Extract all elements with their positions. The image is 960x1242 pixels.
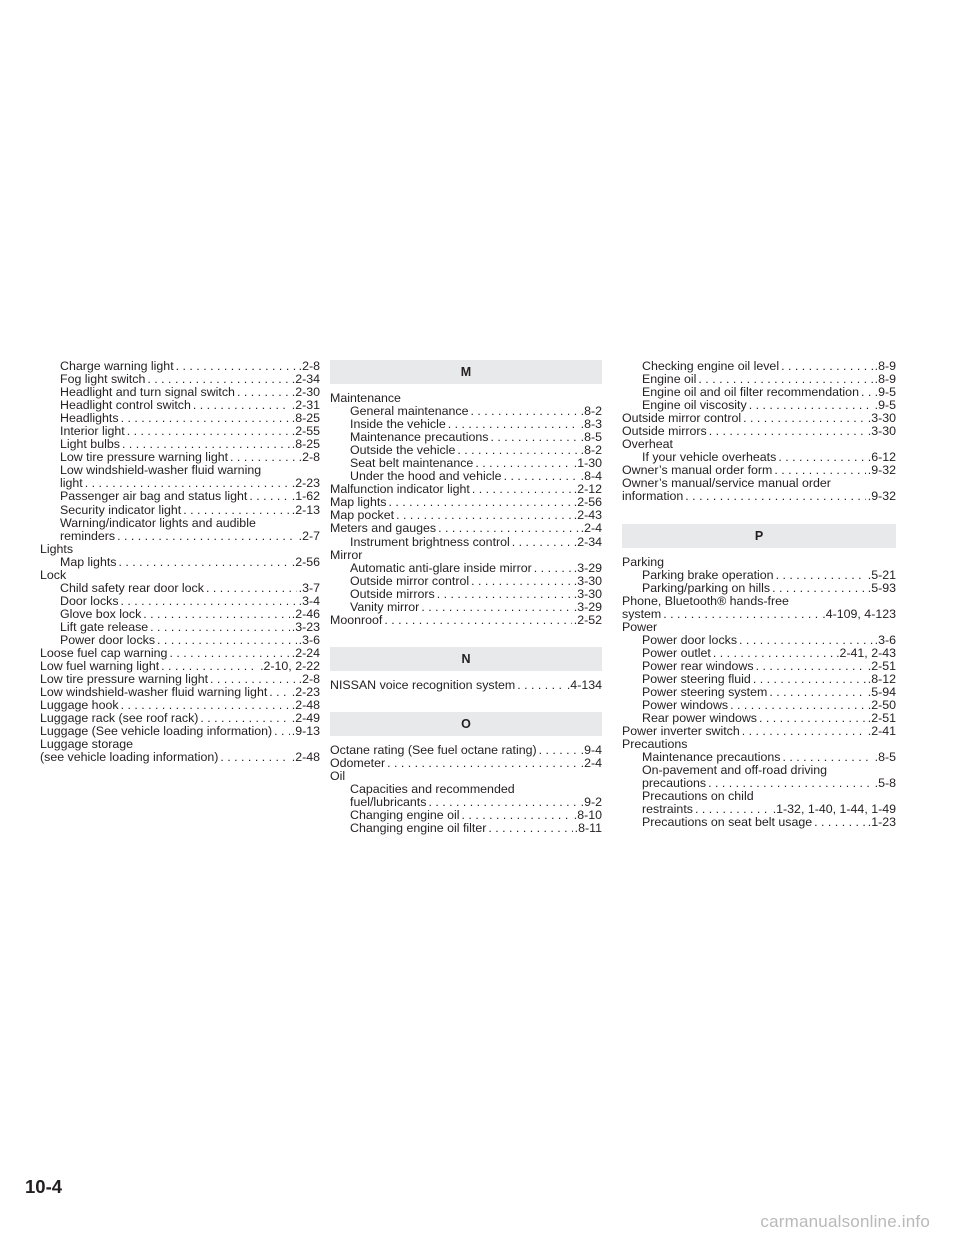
entry-text: Parking brake operation (642, 567, 774, 582)
dot-leader (121, 412, 290, 425)
entry-text: Outside mirror control (622, 411, 742, 426)
entry-page-ref: .2-56 (291, 554, 320, 569)
index-entry (40, 556, 320, 569)
entry-text: Headlight and turn signal switch (60, 385, 235, 400)
entry-text: If your vehicle overheats (642, 450, 777, 465)
index-entry (622, 634, 896, 647)
entry-page-ref: .2-41 (867, 724, 896, 739)
entry-page-ref: .2-23 (291, 685, 320, 700)
entry-page-ref: .8-25 (291, 411, 320, 426)
entry-page-ref: .8-10 (573, 808, 602, 823)
entry-page-ref: .3-30 (573, 573, 602, 588)
entry-text: Automatic anti-glare inside mirror (350, 560, 532, 575)
entry-text: Phone, Bluetooth® hands-free (622, 593, 789, 608)
entry-text: Outside mirror control (350, 573, 470, 588)
page-number: 10-4 (25, 1176, 63, 1197)
entry-text: Power steering fluid (642, 671, 751, 686)
dot-leader (176, 360, 297, 373)
entry-page-ref: .9-4 (580, 742, 602, 757)
index-entry (622, 647, 896, 660)
entry-text: Low tire pressure warning light (60, 450, 229, 465)
entry-page-ref: .4-109, 4-123 (822, 606, 896, 621)
dot-leader (127, 425, 290, 438)
dot-leader (388, 496, 571, 509)
dot-leader (743, 412, 866, 425)
entry-page-ref: .2-34 (291, 372, 320, 387)
entry-text: Inside the vehicle (350, 417, 446, 432)
entry-text: Lock (40, 567, 67, 582)
entry-page-ref: .5-93 (867, 580, 896, 595)
entry-text: Outside mirrors (350, 586, 435, 601)
section-o-continued-entries (622, 360, 896, 504)
entry-page-ref: .2-52 (573, 612, 602, 627)
index-entry (622, 816, 896, 829)
entry-text: system (622, 606, 662, 621)
dot-leader (249, 490, 289, 503)
entry-text: Luggage storage (40, 737, 134, 752)
entry-page-ref: .9-5 (874, 385, 896, 400)
entry-text: Low fuel warning light (40, 659, 160, 674)
entry-text: Power door locks (642, 632, 738, 647)
index-entry (40, 517, 320, 530)
dot-leader (753, 673, 866, 686)
entry-page-ref: .2-10, 2-22 (260, 659, 320, 674)
entry-page-ref: .2-13 (291, 502, 320, 517)
dot-leader (118, 556, 289, 569)
index-entry (330, 601, 602, 614)
entry-text: Overheat (622, 437, 673, 452)
entry-page-ref: .3-23 (291, 619, 320, 634)
index-entry (622, 608, 896, 621)
dot-leader (709, 425, 866, 438)
entry-text: Odometer (330, 755, 386, 770)
dot-leader (685, 490, 865, 503)
dot-leader (739, 634, 873, 647)
entry-page-ref: .2-51 (867, 711, 896, 726)
index-entry (330, 744, 602, 757)
index-entry (330, 614, 602, 627)
entry-text: Parking (622, 554, 665, 569)
dot-leader (438, 522, 579, 535)
entry-text: restraints (642, 802, 693, 817)
entry-text: Outside mirrors (622, 424, 707, 439)
index-entry (330, 575, 602, 588)
entry-text: Power inverter switch (622, 724, 740, 739)
entry-page-ref: .3-7 (298, 580, 320, 595)
dot-leader (237, 386, 290, 399)
entry-text: Engine oil viscosity (642, 398, 747, 413)
entry-text: Child safety rear door lock (60, 580, 204, 595)
entry-text: Headlight control switch (60, 398, 191, 413)
entry-page-ref: .2-8 (298, 359, 320, 373)
index-entry (330, 822, 602, 835)
entry-page-ref: .9-13 (291, 724, 320, 739)
dot-leader (457, 444, 578, 457)
dot-leader (150, 621, 290, 634)
entry-page-ref: .8-5 (874, 750, 896, 765)
entry-page-ref: .2-48 (291, 698, 320, 713)
index-entry (622, 595, 896, 608)
entry-text: Rear power windows (642, 711, 758, 726)
entry-text: Vanity mirror (350, 599, 420, 614)
entry-page-ref: .9-2 (580, 795, 602, 810)
dot-leader (269, 686, 289, 699)
entry-text: Power steering system (642, 684, 768, 699)
entry-text: Parking/parking on hills (642, 580, 771, 595)
entry-text: Precautions (622, 737, 688, 752)
dot-leader (121, 595, 297, 608)
index-entry (622, 490, 896, 503)
section-m-entries (330, 392, 602, 627)
entry-page-ref: .1-30 (573, 456, 602, 471)
entry-text: Map lights (330, 495, 387, 510)
index-entry (40, 582, 320, 595)
entry-page-ref: .2-48 (291, 750, 320, 765)
dot-leader (488, 822, 572, 835)
entry-page-ref: .5-21 (867, 567, 896, 582)
entry-text: Capacities and recommended (350, 782, 515, 797)
entry-page-ref: .2-34 (573, 534, 602, 549)
entry-text: Malfunction indicator light (330, 482, 470, 497)
entry-page-ref: .3-29 (573, 599, 602, 614)
dot-leader (490, 431, 578, 444)
entry-page-ref: .9-5 (874, 398, 896, 413)
entry-text: Checking engine oil level (642, 359, 780, 373)
entry-text: Changing engine oil (350, 808, 460, 823)
entry-text: Maintenance precautions (350, 430, 489, 445)
index-entry (622, 660, 896, 673)
entry-page-ref: .2-51 (867, 658, 896, 673)
entry-page-ref: .2-43 (573, 508, 602, 523)
entry-page-ref: .3-6 (874, 632, 896, 647)
dot-leader (759, 712, 866, 725)
entry-text: Low tire pressure warning light (40, 672, 209, 687)
dot-leader (143, 608, 289, 621)
watermark: carmanualsonline.info (760, 1212, 930, 1231)
entry-text: Luggage (See vehicle loading information) (40, 724, 273, 739)
entry-text: precautions (642, 776, 707, 791)
index-entry (330, 757, 602, 770)
dot-leader (749, 399, 873, 412)
entry-page-ref: .3-30 (867, 411, 896, 426)
index-column-2 (330, 360, 602, 835)
entry-page-ref: .9-32 (867, 489, 896, 504)
entry-page-ref: .4-134 (566, 677, 602, 692)
section-letter-m: M (330, 360, 602, 384)
entry-page-ref: .2-7 (298, 528, 320, 543)
entry-page-ref: .2-8 (298, 672, 320, 687)
dot-leader (713, 647, 834, 660)
entry-text: reminders (60, 528, 116, 543)
entry-page-ref: .5-8 (874, 776, 896, 791)
entry-text: Engine oil (642, 372, 697, 387)
entry-page-ref: .2-12 (573, 482, 602, 497)
entry-text: Engine oil and oil filter recommendation (642, 385, 859, 400)
dot-leader (814, 816, 866, 829)
entry-text: Power windows (642, 698, 729, 713)
entry-text: Seat belt maintenance (350, 456, 474, 471)
entry-text: (see vehicle loading information) (40, 750, 219, 765)
dot-leader (781, 360, 873, 373)
entry-page-ref: .5-94 (867, 684, 896, 699)
index-entry (330, 679, 602, 692)
entry-page-ref: .8-5 (580, 430, 602, 445)
entry-page-ref: .1-32, 1-40, 1-44, 1-49 (772, 802, 896, 817)
entry-page-ref: .3-4 (298, 593, 320, 608)
entry-text: fuel/lubricants (350, 795, 427, 810)
dot-leader (861, 386, 873, 399)
dot-leader (742, 725, 866, 738)
dot-leader (206, 582, 297, 595)
entry-text: Light bulbs (60, 437, 120, 452)
entry-text: Precautions on seat belt usage (642, 815, 813, 830)
index-entry (622, 621, 896, 634)
entry-page-ref: .2-8 (298, 450, 320, 465)
index-entry (40, 530, 320, 543)
entry-text: NISSAN voice recognition system (330, 677, 516, 692)
entry-text: Oil (330, 768, 346, 783)
entry-page-ref: .8-9 (874, 359, 896, 373)
entry-page-ref: .2-30 (291, 385, 320, 400)
entry-text: Under the hood and vehicle (350, 469, 502, 484)
entry-text: Moonroof (330, 612, 383, 627)
dot-leader (776, 569, 866, 582)
entry-text: On-pavement and off-road driving (642, 763, 828, 778)
dot-leader (512, 536, 572, 549)
dot-leader (387, 757, 579, 770)
index-entry (40, 569, 320, 582)
entry-text: Owner’s manual/service manual order (622, 476, 831, 491)
dot-leader (539, 744, 579, 757)
index-entry (622, 569, 896, 582)
section-letter-n: N (330, 647, 602, 671)
index-entry (330, 562, 602, 575)
entry-text: Lift gate release (60, 619, 149, 634)
index-entry (40, 751, 320, 764)
entry-text: Instrument brightness control (350, 534, 510, 549)
entry-text: Power door locks (60, 632, 156, 647)
entry-page-ref: .8-12 (867, 671, 896, 686)
entry-text: Passenger air bag and status light (60, 489, 248, 504)
entry-page-ref: .2-31 (291, 398, 320, 413)
dot-leader (778, 451, 865, 464)
entry-page-ref: .8-2 (580, 443, 602, 458)
index-entry (40, 595, 320, 608)
entry-text: Meters and gauges (330, 521, 437, 536)
dot-leader (220, 751, 289, 764)
entry-text: Luggage hook (40, 698, 119, 713)
entry-text: Power (622, 619, 658, 634)
entry-page-ref: .2-49 (291, 711, 320, 726)
entry-page-ref: .8-25 (291, 437, 320, 452)
dot-leader (471, 575, 572, 588)
dot-leader (117, 530, 297, 543)
entry-text: Charge warning light (60, 359, 174, 373)
entry-text: Door locks (60, 593, 119, 608)
dot-leader (157, 634, 297, 647)
index-entry (330, 536, 602, 549)
entry-page-ref: .8-9 (874, 372, 896, 387)
entry-text: information (622, 489, 684, 504)
index-entry (40, 490, 320, 503)
entry-page-ref: .2-50 (867, 698, 896, 713)
dot-leader (517, 679, 565, 692)
index-entry (622, 556, 896, 569)
entry-text: Headlights (60, 411, 119, 426)
entry-text: Outside the vehicle (350, 443, 456, 458)
entry-page-ref: .1-62 (291, 489, 320, 504)
entry-text: Security indicator light (60, 502, 182, 517)
entry-page-ref: .6-12 (867, 450, 896, 465)
dot-leader (193, 399, 290, 412)
entry-page-ref: .2-46 (291, 606, 320, 621)
section-n-entries (330, 679, 602, 692)
section-letter-o: O (330, 712, 602, 736)
entry-text: Mirror (330, 547, 363, 562)
entry-text: Changing engine oil filter (350, 821, 487, 836)
entry-text: Map lights (60, 554, 117, 569)
entry-text: Owner’s manual order form (622, 463, 773, 478)
index-entry (330, 588, 602, 601)
dot-leader (663, 608, 820, 621)
entry-text: Lights (40, 541, 74, 556)
dot-leader (421, 601, 571, 614)
entry-text: Low windshield-washer fluid warning light (40, 685, 268, 700)
entry-page-ref: .3-30 (867, 424, 896, 439)
entry-text: Low windshield-washer fluid warning (60, 463, 262, 478)
entry-page-ref: .2-4 (580, 755, 602, 770)
index-entry (330, 522, 602, 535)
section-letter-p: P (622, 524, 896, 548)
index-column-3 (622, 360, 896, 830)
entry-page-ref: .3-30 (573, 586, 602, 601)
dot-leader (756, 660, 866, 673)
dot-leader (504, 470, 579, 483)
entry-text: Octane rating (See fuel octane rating) (330, 742, 537, 757)
entry-text: Precautions on child (642, 789, 754, 804)
entry-page-ref: .8-11 (574, 821, 602, 836)
entry-page-ref: .2-23 (291, 476, 320, 491)
section-o-entries (330, 744, 602, 835)
entry-page-ref: .3-29 (573, 560, 602, 575)
entry-text: Map pocket (330, 508, 395, 523)
dot-leader (534, 562, 572, 575)
entry-page-ref: .9-32 (867, 463, 896, 478)
entry-text: Warning/indicator lights and audible (60, 515, 256, 530)
dot-leader (437, 588, 572, 601)
entry-page-ref: .2-41, 2-43 (836, 645, 896, 660)
entry-page-ref: .2-24 (291, 646, 320, 661)
entry-text: Luggage rack (see roof rack) (40, 711, 199, 726)
entry-page-ref: .3-6 (298, 632, 320, 647)
section-p-entries (622, 556, 896, 830)
index-entry (40, 608, 320, 621)
entry-page-ref: .1-23 (867, 815, 896, 830)
entry-page-ref: .8-3 (580, 417, 602, 432)
entry-text: light (60, 476, 83, 491)
index-entry (40, 543, 320, 556)
entry-text: Maintenance (330, 391, 401, 405)
entry-text: Power rear windows (642, 658, 754, 673)
index-column-1 (40, 360, 320, 764)
entry-page-ref: .8-2 (580, 404, 602, 419)
entry-text: General maintenance (350, 404, 469, 419)
entry-text: Interior light (60, 424, 125, 439)
dot-leader (384, 614, 571, 627)
dot-leader (769, 686, 865, 699)
entry-page-ref: .8-4 (580, 469, 602, 484)
entry-text: Glove box lock (60, 606, 142, 621)
entry-page-ref: .2-55 (291, 424, 320, 439)
dot-leader (472, 483, 572, 496)
dot-leader (274, 725, 290, 738)
index-entry (330, 549, 602, 562)
dot-leader (470, 405, 578, 418)
entry-page-ref: .2-4 (580, 521, 602, 536)
entry-text: Power outlet (642, 645, 711, 660)
entry-text: Maintenance precautions (642, 750, 781, 765)
entry-text: Loose fuel cap warning (40, 646, 168, 661)
entry-page-ref: .2-56 (573, 495, 602, 510)
entry-text: Fog light switch (60, 372, 146, 387)
